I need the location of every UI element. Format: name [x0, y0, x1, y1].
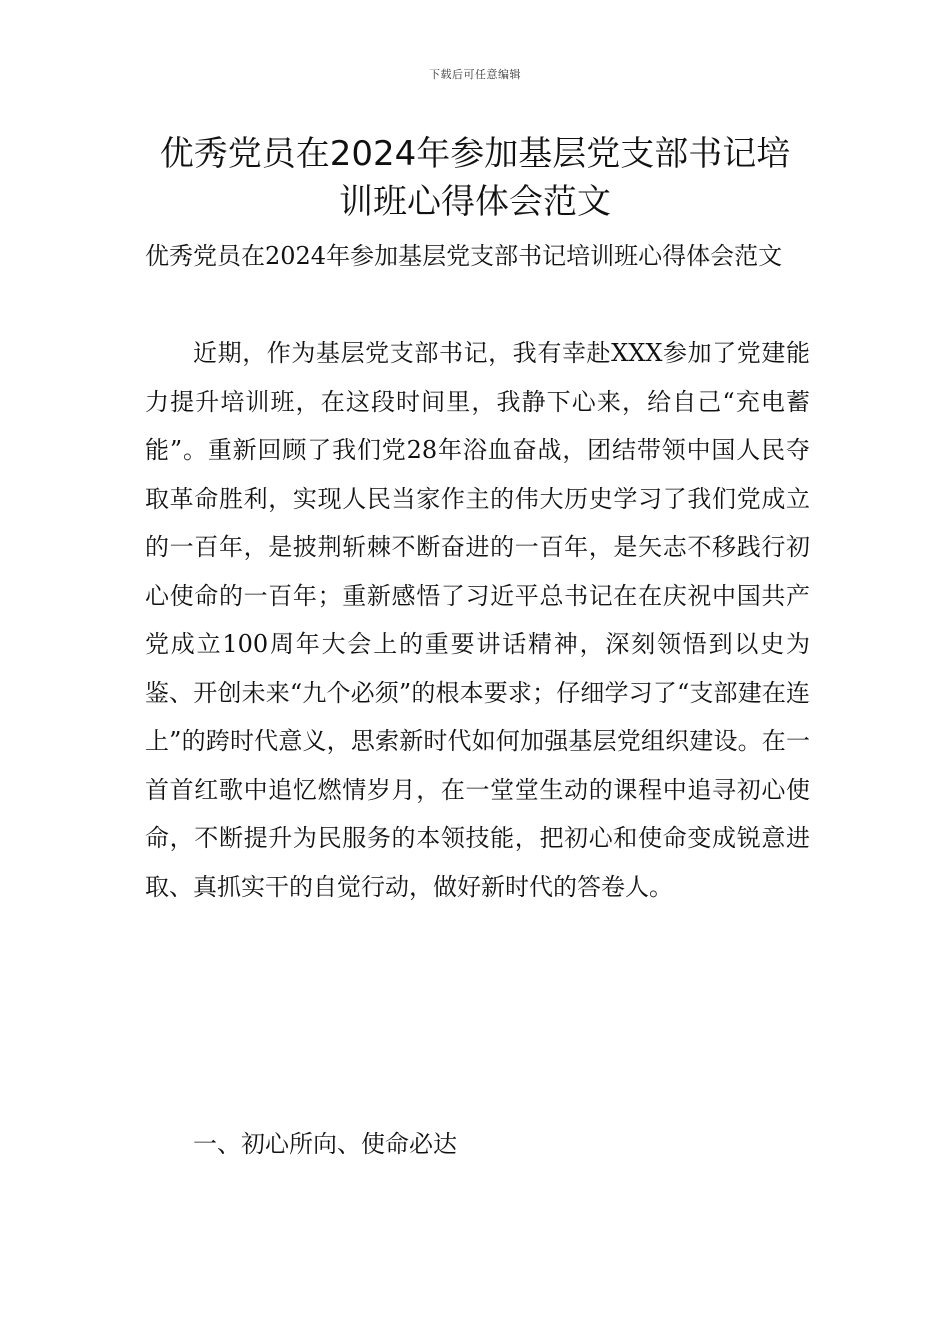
header-note: 下载后可任意编辑 [429, 68, 521, 81]
title-line-1: 优秀党员在2024年参加基层党支部书记培 [159, 134, 791, 174]
title-line-2: 训班心得体会范文 [339, 182, 611, 222]
document-title [120, 130, 830, 226]
body-paragraph: 近期，作为基层党支部书记，我有幸赴XXX参加了党建能力提升培训班，在这段时间里，我静下心来，给自己“充电蓄能”。重新回顾了我们党28年浴血奋战，团结带领中国人民夺取革命胜利，实现人民当家作主的伟大历史学习了我们党成立的一百年，是披荆斩棘不断奋进的一百年，是矢志不移践行初心使命的一百年；重新感悟了习近平总书记在在庆祝中国共产党成立100周年大会上的重要讲话精神，深刻领悟到以史为鉴、开创未来“九个必须”的根本要求；仔细学习了“支部建在连上”的跨时代意义，思索新时代如何加强基层党组织建设。在一首首红歌中追忆燃情岁月，在一堂堂生动的课程中追寻初心使命，不断提升为民服务的本领技能，把初心和使命变成锐意进取、真抓实干的自觉行动，做好新时代的答卷人。 [145, 339, 810, 901]
document-subtitle: 优秀党员在2024年参加基层党支部书记培训班心得体会范文 [145, 242, 783, 270]
section-heading: 一、初心所向、使命必达 [193, 1130, 457, 1158]
